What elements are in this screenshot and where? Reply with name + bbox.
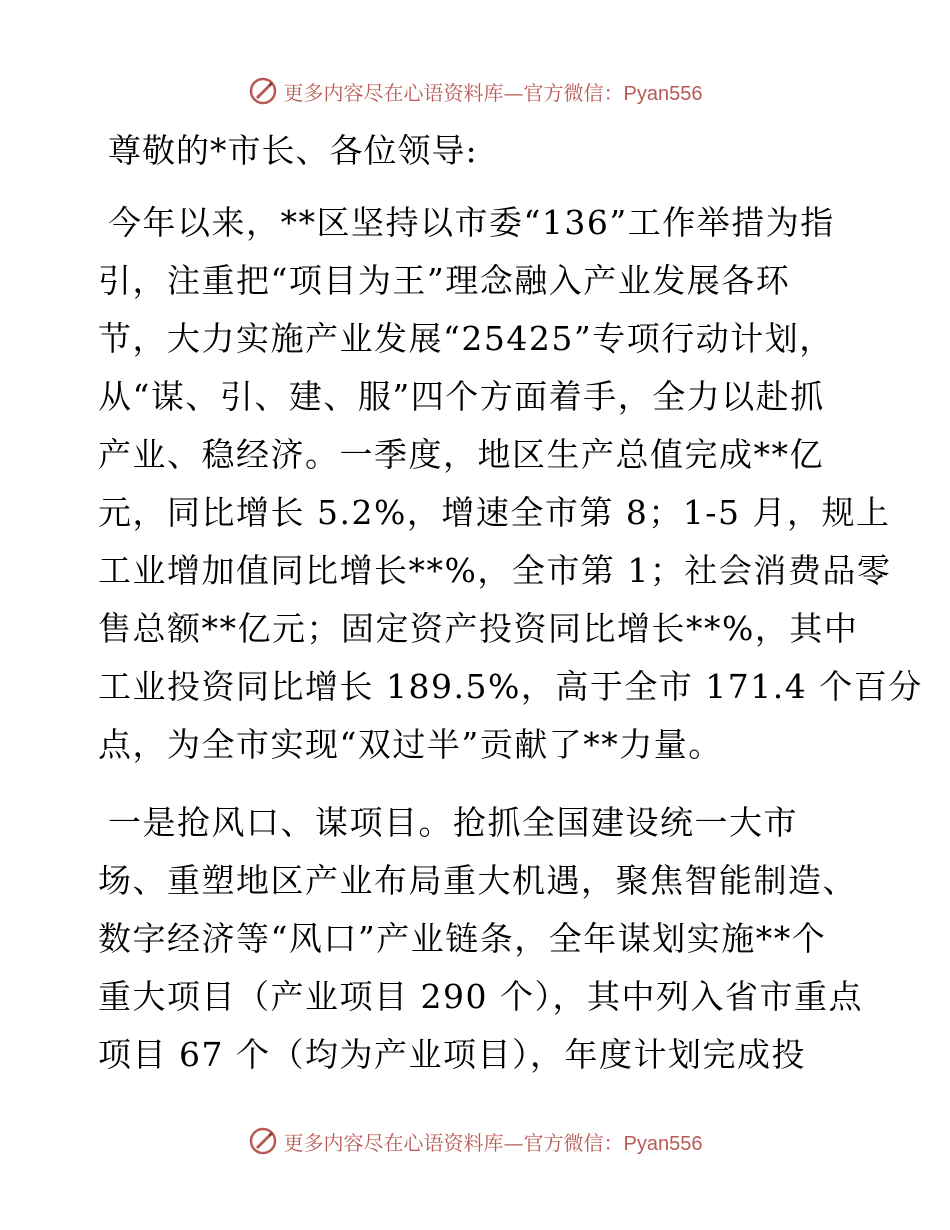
watermark-text	[284, 1127, 703, 1156]
text-line: 今年以来，**区坚持以市委“136”工作举措为指	[108, 203, 835, 242]
text-line: 节，大力实施产业发展“25425”专项行动计划，	[98, 319, 834, 358]
logo-icon	[248, 1126, 278, 1156]
text-line: 一是抢风口、谋项目。抢抓全国建设统一大市	[108, 803, 798, 842]
watermark-text-cn: 更多内容尽在心语资料库—官方微信：	[283, 1130, 624, 1155]
text-line: 元，同比增长 5.2%，增速全市第 8；1-5 月，规上	[98, 493, 891, 532]
text-line: 数字经济等“风口”产业链条，全年谋划实施**个	[98, 919, 827, 958]
footer-watermark	[0, 1123, 950, 1159]
text-line: 点，为全市实现“双过半”贡献了**力量。	[98, 725, 723, 764]
text-line: 产业、稳经济。一季度，地区生产总值完成**亿	[98, 435, 824, 474]
watermark-text-cn: 更多内容尽在心语资料库—官方微信：	[283, 80, 624, 105]
paragraph-1	[98, 194, 923, 774]
document-body	[98, 122, 923, 1084]
watermark-text-latin: Pyan556	[623, 1132, 703, 1155]
text-line: 场、重塑地区产业布局重大机遇，聚焦智能制造、	[98, 861, 857, 900]
text-line: 工业增加值同比增长**%，全市第 1；社会消费品零	[98, 551, 892, 590]
paragraph-2	[98, 794, 863, 1084]
text-line: 重大项目（产业项目 290 个），其中列入省市重点	[98, 977, 863, 1016]
text-line: 从“谋、引、建、服”四个方面着手，全力以赴抓	[98, 377, 825, 416]
header-watermark	[0, 73, 950, 109]
text-line: 工业投资同比增长 189.5%，高于全市 171.4 个百分	[98, 667, 923, 706]
greeting: 尊敬的*市长、各位领导:	[108, 131, 478, 170]
logo-icon	[248, 76, 278, 106]
text-line: 项目 67 个（均为产业项目），年度计划完成投	[98, 1035, 806, 1074]
text-line: 售总额**亿元；固定资产投资同比增长**%，其中	[98, 609, 859, 648]
watermark-text	[284, 77, 703, 106]
watermark-text-latin: Pyan556	[623, 82, 703, 105]
text-line: 引，注重把“项目为王”理念融入产业发展各环	[98, 261, 791, 300]
